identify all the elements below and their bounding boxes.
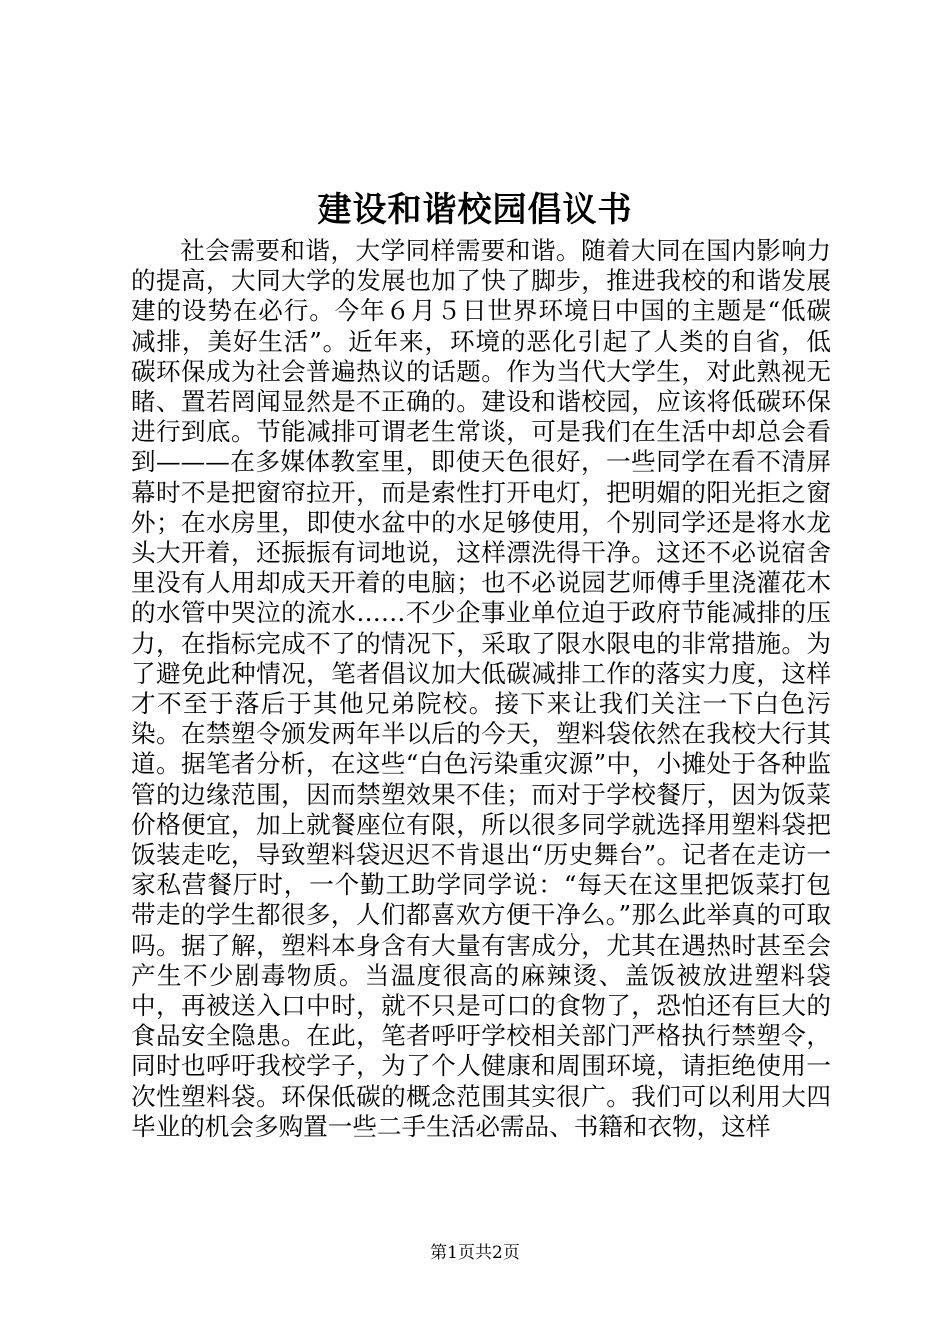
page-total: 共2页 xyxy=(475,1243,520,1263)
document-body-paragraph: 社会需要和谐，大学同样需要和谐。随着大同在国内影响力的提高，大同大学的发展也加了快了脚步，推进我校的和谐发展建的设势在必行。今年６月５日世界环境日中国的主题是“低碳减排，美好生活”。近年来，环境的恶化引起了人类的自省，低碳环保成为社会普遍热议的话题。作为当代大学生，对此熟视无睹、置若罔闻显然是不正确的。建设和谐校园，应该将低碳环保进行到底。节能减排可谓老生常谈，可是我们在生活中却总会看到———在多媒体教室里，即使天色很好，一些同学在看不清屏幕时不是把窗帘拉开，而是索性打开电灯，把明媚的阳光拒之窗外；在水房里，即使水盆中的水足够使用，个别同学还是将水龙头大开着，还振振有词地说，这样漂洗得干净。这还不必说宿舍里没有人用却成天开着的电脑；也不必说园艺师傅手里浇灌花木的水管中哭泣的流水……不少企事业单位迫于政府节能减排的压力，在指标完成不了的情况下，采取了限水限电的非常措施。为了避免此种情况，笔者倡议加大低碳减排工作的落实力度，这样才不至于落后于其他兄弟院校。接下来让我们关注一下白色污染。在禁塑令颁发两年半以后的今天，塑料袋依然在我校大行其道。据笔者分析，在这些“白色污染重灾源”中，小摊处于各种监管的边缘范围，因而禁塑效果不佳；而对于学校餐厅，因为饭菜价格便宜，加上就餐座位有限，所以很多同学就选择用塑料袋把饭装走吃，导致塑料袋迟迟不肯退出“历史舞台”。记者在走访一家私营餐厅时，一个勤工助学同学说：“每天在这里把饭菜打包带走的学生都很多，人们都喜欢方便干净么。”那么此举真的可取吗。据了解，塑料本身含有大量有害成分，尤其在遇热时甚至会产生不少剧毒物质。当温度很高的麻辣烫、盖饭被放进塑料袋中，再被送入口中时，就不只是可口的食物了，恐怕还有巨大的食品安全隐患。在此，笔者呼吁学校相关部门严格执行禁塑令，同时也呼吁我校学子，为了个人健康和周围环境，请拒绝使用一次性塑料袋。环保低碳的概念范围其实很广。我们可以利用大四毕业的机会多购置一些二手生活必需品、书籍和衣物，这样 xyxy=(131,236,831,1141)
document-title: 建设和谐校园倡议书 xyxy=(317,190,633,230)
page-number: 第1页 xyxy=(430,1243,475,1263)
page-footer xyxy=(0,1241,950,1265)
